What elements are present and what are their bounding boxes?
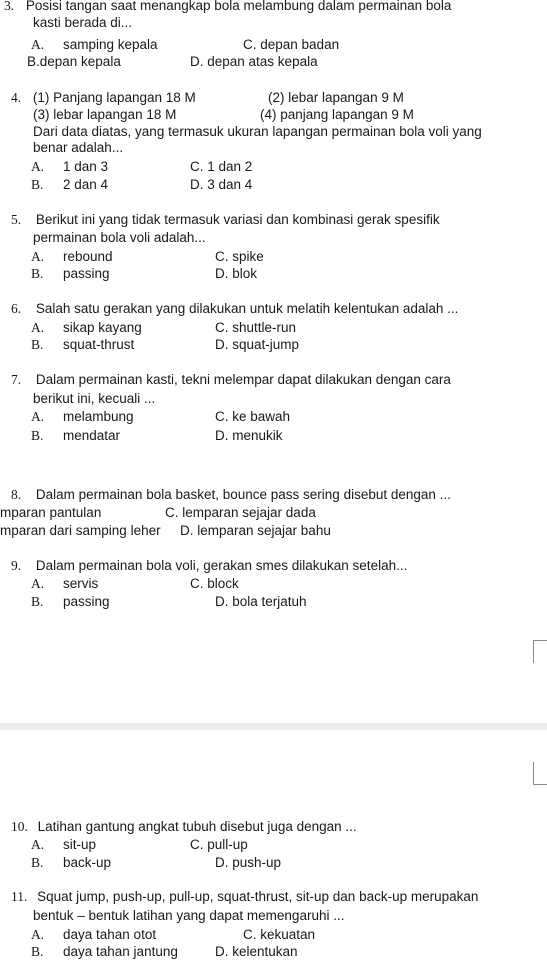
question-10-number: 10. [11,819,28,834]
question-11-option-d: D. kelentukan [215,944,298,959]
question-4-text-line-1: Dari data diatas, yang termasuk ukuran lapangan permainan bola voli yang [33,124,482,139]
page-corner-mark-top [533,640,547,663]
question-4-statement-1: (1) Panjang lapangan 18 M [32,90,196,105]
question-7-line-2: berikut ini, kecuali ... [33,391,156,406]
option-letter: B. [31,266,44,281]
question-3-option-b: B.depan kepala [27,54,121,69]
question-8-option-d: D. lemparan sejajar bahu [180,523,331,538]
question-9-number: 9. [11,558,22,573]
question-4-text-line-2: benar adalah... [33,140,124,155]
question-8-text: Dalam permainan bola basket, bounce pass sering disebut dengan ... [35,487,451,502]
option-text: daya tahan jantung [63,944,178,959]
question-11-line-2: bentuk – bentuk latihan yang dapat memengaruhi ... [33,908,345,923]
page-corner-mark-bottom [533,762,547,785]
question-7-option-a [31,409,134,425]
option-text: passing [63,266,110,281]
question-6-text: Salah satu gerakan yang dilakukan untuk melatih kelentukan adalah ... [35,301,459,316]
option-letter: A. [31,409,45,424]
option-text: daya tahan otot [63,927,157,942]
question-4-statement-4: (4) panjang lapangan 9 M [260,107,414,122]
question-11-line-1 [11,889,478,905]
question-7-option-b [31,428,120,444]
question-6-option-c: C. shuttle-run [215,320,297,335]
question-9-option-c: C. block [190,576,239,591]
question-10-option-d: D. push-up [215,855,282,870]
question-8-number: 8. [11,487,22,502]
question-6-option-b [31,337,134,353]
question-7-option-c: C. ke bawah [215,409,291,424]
question-3-option-d: D. depan atas kepala [190,54,318,69]
option-text: squat-thrust [63,337,135,352]
option-text: melambung [63,409,134,424]
question-6-line-1 [11,301,458,317]
option-letter: A. [31,576,45,591]
question-9-option-b [31,594,110,610]
option-letter: B. [31,428,44,443]
question-11-text: Squat jump, push-up, pull-up, squat-thrust, sit-up dan back-up merupakan [37,889,479,904]
question-6-number: 6. [11,301,22,316]
question-8-line-1 [11,487,451,503]
question-7-option-d: D. menukik [215,428,283,443]
option-letter: B. [31,337,44,352]
question-7-line-1 [11,372,451,388]
question-9-option-d: D. bola terjatuh [215,594,307,609]
option-letter: A. [31,837,45,852]
option-letter: B. [31,177,44,192]
question-11-number: 11. [11,889,28,904]
question-11-option-b [31,944,178,960]
option-text: 2 dan 4 [63,177,109,192]
option-letter: B. [31,855,44,870]
option-text: servis [63,576,99,591]
question-5-number: 5. [11,212,22,227]
option-text: samping kepala [63,37,158,52]
question-8-option-a: mparan pantulan [0,505,102,520]
question-3-line-2: kasti berada di... [33,15,133,30]
question-5-option-b [31,266,110,282]
page-break-band [0,723,547,730]
question-8-option-b: mparan dari samping leher [0,523,161,538]
question-9-option-a [31,576,98,592]
option-letter: A. [31,37,45,52]
question-4-number: 4. [11,90,22,105]
question-10-option-a [31,837,96,853]
question-3-option-a [31,37,158,53]
option-letter: A. [31,249,45,264]
option-letter: A. [31,159,45,174]
question-3-line-1 [4,0,451,14]
question-3-text: Posisi tangan saat menangkap bola melambung dalam permainan bola [25,0,452,13]
option-text: rebound [63,249,113,264]
option-text: 1 dan 3 [63,159,109,174]
option-letter: B. [31,594,44,609]
option-text: mendatar [63,428,121,443]
question-8-option-c: C. lemparan sejajar dada [165,505,316,520]
question-7-text: Dalam permainan kasti, tekni melempar dapat dilakukan dengan cara [35,372,451,387]
option-text: passing [63,594,110,609]
option-letter: A. [31,927,45,942]
question-11-option-c: C. kekuatan [243,927,316,942]
question-5-line-2: permainan bola voli adalah... [33,230,206,245]
option-letter: A. [31,320,45,335]
question-5-option-d: D. blok [215,266,258,281]
question-5-option-c: C. spike [215,249,264,264]
question-5-option-a [31,249,113,265]
question-5-text: Berikut ini yang tidak termasuk variasi dan kombinasi gerak spesifik [35,212,440,227]
question-10-text: Latihan gantung angkat tubuh disebut juga dengan ... [37,819,357,834]
question-3-number: 3. [4,0,15,13]
option-letter: B. [31,944,44,959]
question-4-option-d: D. 3 dan 4 [190,177,253,192]
option-text: back-up [63,855,112,870]
question-10-line-1 [11,819,357,835]
question-9-line-1 [11,558,407,574]
question-11-option-a [31,927,156,943]
question-9-text: Dalam permainan bola voli, gerakan smes dilakukan setelah... [35,558,408,573]
question-4-option-c: C. 1 dan 2 [190,159,253,174]
question-6-option-d: D. squat-jump [215,337,300,352]
question-4-option-a [31,159,108,175]
question-7-number: 7. [11,372,22,387]
question-10-option-c: C. pull-up [190,837,248,852]
question-5-line-1 [11,212,440,228]
question-6-option-a [31,320,142,336]
question-4-option-b [31,177,108,193]
question-4-statement-3: (3) lebar lapangan 18 M [33,107,177,122]
option-text: sikap kayang [63,320,142,335]
question-10-option-b [31,855,111,871]
question-3-option-c: C. depan badan [243,37,340,52]
question-4-line-1 [11,90,196,106]
question-4-statement-2: (2) lebar lapangan 9 M [268,90,404,105]
option-text: sit-up [63,837,97,852]
